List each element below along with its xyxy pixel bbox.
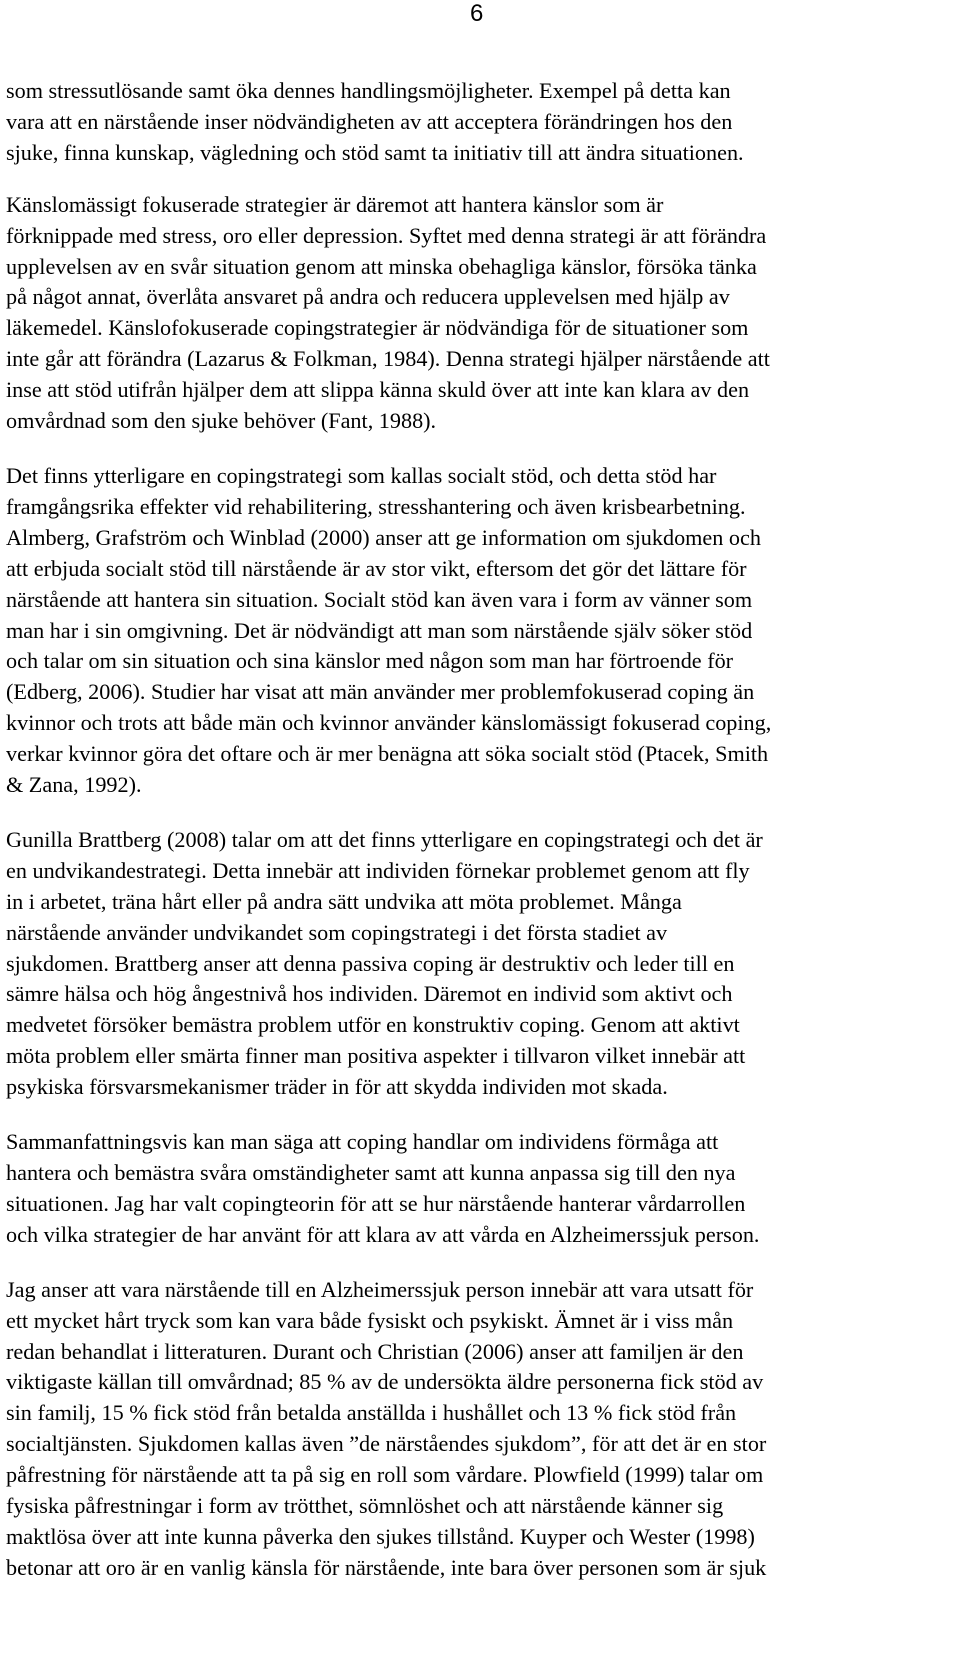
text-line: man har i sin omgivning. Det är nödvändigt att man som närstående själv söker stöd (6, 617, 753, 643)
text-line: medvetet försöker bemästra problem utför en konstruktiv coping. Genom att aktivt (6, 1012, 740, 1038)
paragraph-gap (6, 801, 956, 825)
text-line: (Edberg, 2006). Studier har visat att män använder mer problemfokuserad coping än (6, 679, 755, 705)
text-line: sämre hälsa och hög ångestnivå hos individen. Däremot en individ som aktivt och (6, 981, 733, 1007)
paragraph-gap (6, 1251, 956, 1275)
text-line: upplevelsen av en svår situation genom att minska obehagliga känslor, försöka tänka (6, 253, 757, 279)
paragraph-summary (6, 1127, 956, 1251)
text-line: vara att en närstående inser nödvändigheten av att acceptera förändringen hos den (6, 108, 733, 134)
document-body (6, 76, 956, 1584)
page-number: 6 (470, 0, 484, 27)
text-line: närstående att hantera sin situation. Socialt stöd kan även vara i form av vänner som (6, 586, 753, 612)
text-line: inse att stöd utifrån hjälper dem att slippa känna skuld över att inte kan klara av den (6, 377, 750, 403)
text-line: framgångsrika effekter vid rehabilitering, stresshantering och även krisbearbetning. (6, 493, 746, 519)
text-line: läkemedel. Känslofokuserade copingstrategier är nödvändiga för de situationer som (6, 315, 749, 341)
paragraph-caregiver-burden (6, 1275, 956, 1584)
text-line: och vilka strategier de har använt för att klara av att vårda en Alzheimerssjuk person. (6, 1221, 760, 1247)
text-line: in i arbetet, träna hårt eller på andra sätt undvika att möta problemet. Många (6, 888, 682, 914)
text-line: sin familj, 15 % fick stöd från betalda anställda i hushållet och 13 % fick stöd från (6, 1400, 737, 1426)
text-line: verkar kvinnor göra det oftare och är mer benägna att söka socialt stöd (Ptacek, Smith (6, 741, 769, 767)
text-line: sjukdomen. Brattberg anser att denna passiva coping är destruktiv och leder till en (6, 950, 735, 976)
text-line: hantera och bemästra svåra omständigheter samt att kunna anpassa sig till den nya (6, 1160, 736, 1185)
text-line: inte går att förändra (Lazarus & Folkman, 1984). Denna strategi hjälper närstående att (6, 346, 770, 372)
text-line: på något annat, överlåta ansvaret på andra och reducera upplevelsen med hjälp av (6, 284, 730, 310)
text-line: omvårdnad som den sjuke behöver (Fant, 1988). (6, 408, 437, 434)
paragraph-gap (6, 437, 956, 461)
text-line: ett mycket hårt tryck som kan vara både fysiskt och psykiskt. Ämnet är i viss mån (6, 1307, 734, 1333)
text-line: maktlösa över att inte kunna påverka den sjukes tillstånd. Kuyper och Wester (1998) (6, 1523, 755, 1549)
text-line: fysiska påfrestningar i form av trötthet, sömnlöshet och att närstående känner sig (6, 1493, 724, 1519)
paragraph-gap (6, 1103, 956, 1127)
text-line: situationen. Jag har valt copingteorin för att se hur närstående hanterar vårdarrollen (6, 1190, 746, 1216)
text-line: att erbjuda socialt stöd till närstående är av stor vikt, eftersom det gör det lättare för (6, 555, 747, 581)
text-line: & Zana, 1992). (6, 772, 142, 798)
text-line: möta problem eller smärta finner man positiva aspekter i tillvaron vilket innebär att (6, 1043, 746, 1069)
text-line: kvinnor och trots att både män och kvinnor använder känslomässigt fokuserad coping, (6, 710, 772, 736)
text-line: Gunilla Brattberg (2008) talar om att det finns ytterligare en copingstrategi och det är (6, 826, 763, 852)
text-line: sjuke, finna kunskap, vägledning och stöd samt ta initiativ till att ändra situationen. (6, 139, 744, 165)
text-line: redan behandlat i litteraturen. Durant och Christian (2006) anser att familjen är den (6, 1338, 744, 1364)
text-line: Det finns ytterligare en copingstrategi som kallas socialt stöd, och detta stöd har (6, 462, 717, 488)
paragraph-problem-focused (6, 76, 956, 169)
paragraph-avoidance-strategy (6, 825, 956, 1103)
text-line: påfrestning för närstående att ta på sig en roll som vårdare. Plowfield (1999) talar om (6, 1462, 764, 1488)
text-line: som stressutlösande samt öka dennes handlingsmöjligheter. Exempel på detta kan (6, 78, 731, 103)
text-line: betonar att oro är en vanlig känsla för närstående, inte bara över personen som är sjuk (6, 1554, 767, 1580)
text-line: Almberg, Grafström och Winblad (2000) anser att ge information om sjukdomen och (6, 524, 761, 550)
text-line: Känslomässigt fokuserade strategier är däremot att hantera känslor som är (6, 191, 664, 217)
paragraph-social-support (6, 461, 956, 801)
text-line: socialtjänsten. Sjukdomen kallas även ”de närståendes sjukdom”, för att det är en stor (6, 1431, 767, 1457)
paragraph-emotion-focused (6, 190, 956, 437)
text-line: psykiska försvarsmekanismer träder in för att skydda individen mot skada. (6, 1074, 668, 1100)
text-line: närstående använder undvikandet som copingstrategi i det första stadiet av (6, 919, 668, 945)
text-line: viktigaste källan till omvårdnad; 85 % av de undersökta äldre personerna fick stöd av (6, 1369, 764, 1395)
paragraph-gap (6, 169, 956, 190)
text-line: Jag anser att vara närstående till en Alzheimerssjuk person innebär att vara utsatt för (6, 1276, 754, 1302)
text-line: en undvikandestrategi. Detta innebär att individen förnekar problemet genom att fly (6, 857, 750, 883)
text-line: förknippade med stress, oro eller depression. Syftet med denna strategi är att förändra (6, 222, 767, 248)
text-line: och talar om sin situation och sina känslor med någon som man har förtroende för (6, 648, 734, 674)
text-line: Sammanfattningsvis kan man säga att coping handlar om individens förmåga att (6, 1129, 719, 1155)
